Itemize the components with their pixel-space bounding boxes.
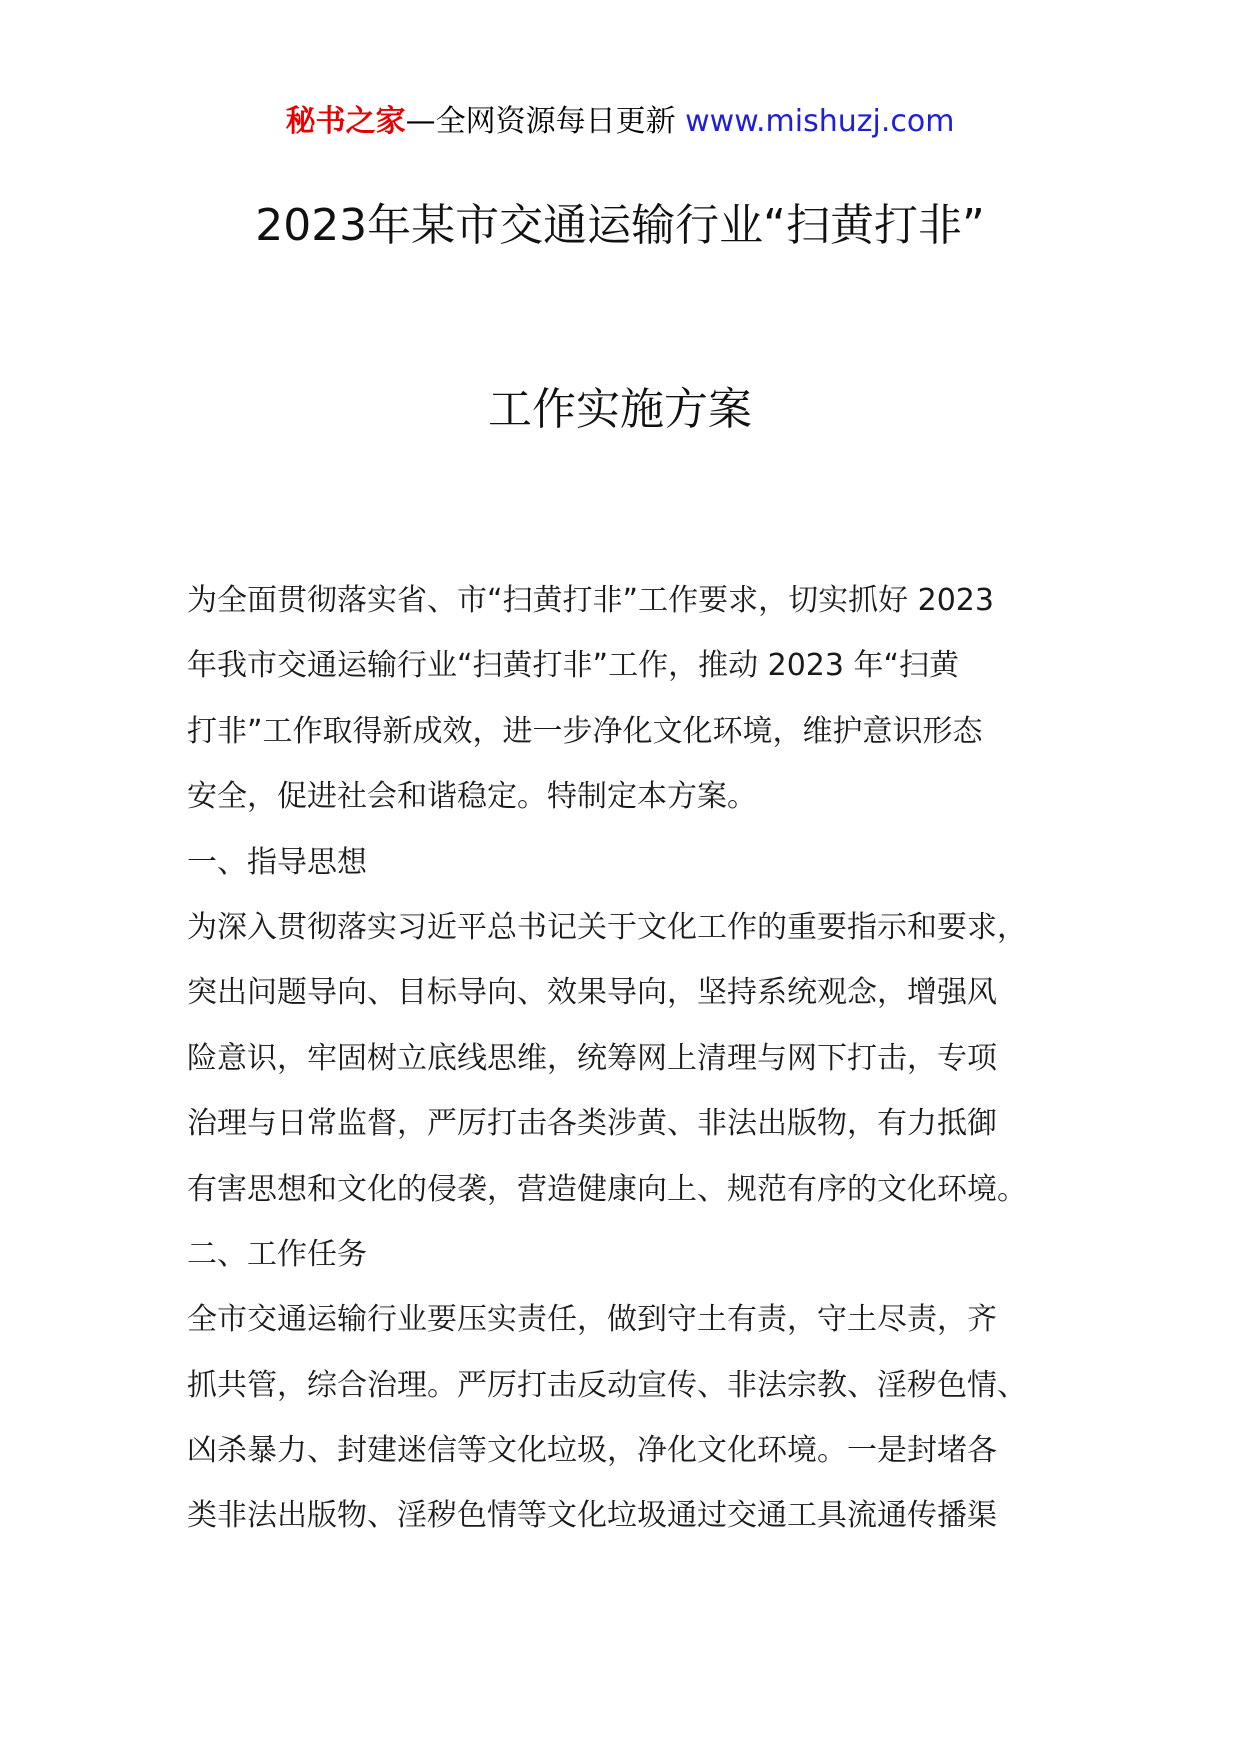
- body-line: 为深入贯彻落实习近平总书记关于文化工作的重要指示和要求，: [187, 909, 1027, 945]
- body-line: 全市交通运输行业要压实责任，做到守土有责，守土尽责，齐: [187, 1302, 997, 1338]
- body-line: 突出问题导向、目标导向、效果导向，坚持系统观念，增强风: [187, 975, 997, 1011]
- document-body: [187, 568, 1087, 1549]
- site-url-link[interactable]: www.mishuzj.com: [685, 104, 955, 139]
- body-line: 类非法出版物、淫秽色情等文化垃圾通过交通工具流通传播渠: [187, 1498, 997, 1534]
- document-title-line-2: 工作实施方案: [488, 384, 752, 435]
- site-header: [0, 100, 1240, 144]
- body-line: 安全，促进社会和谐稳定。特制定本方案。: [187, 779, 757, 815]
- body-line: 打非”工作取得新成效，进一步净化文化环境，维护意识形态: [187, 713, 983, 749]
- body-line: 年我市交通运输行业“扫黄打非”工作，推动 2023 年“扫黄: [187, 648, 960, 684]
- body-line: 凶杀暴力、封建迷信等文化垃圾，净化文化环境。一是封堵各: [187, 1433, 997, 1469]
- body-line: 抓共管，综合治理。严厉打击反动宣传、非法宗教、淫秽色情、: [187, 1367, 1027, 1403]
- section-heading-work-tasks: 二、工作任务: [187, 1236, 367, 1272]
- body-line: 治理与日常监督，严厉打击各类涉黄、非法出版物，有力抵御: [187, 1106, 997, 1142]
- document-title-line-1: 2023年某市交通运输行业“扫黄打非”: [255, 200, 985, 251]
- body-line: 险意识，牢固树立底线思维，统筹网上清理与网下打击，专项: [187, 1040, 997, 1076]
- body-line: 有害思想和文化的侵袭，营造健康向上、规范有序的文化环境。: [187, 1171, 1027, 1207]
- section-heading-guiding-thought: 一、指导思想: [187, 844, 367, 880]
- header-tagline: —全网资源每日更新: [405, 104, 676, 139]
- body-line: 为全面贯彻落实省、市“扫黄打非”工作要求，切实抓好 2023: [187, 583, 994, 618]
- brand-name: 秘书之家: [285, 104, 406, 139]
